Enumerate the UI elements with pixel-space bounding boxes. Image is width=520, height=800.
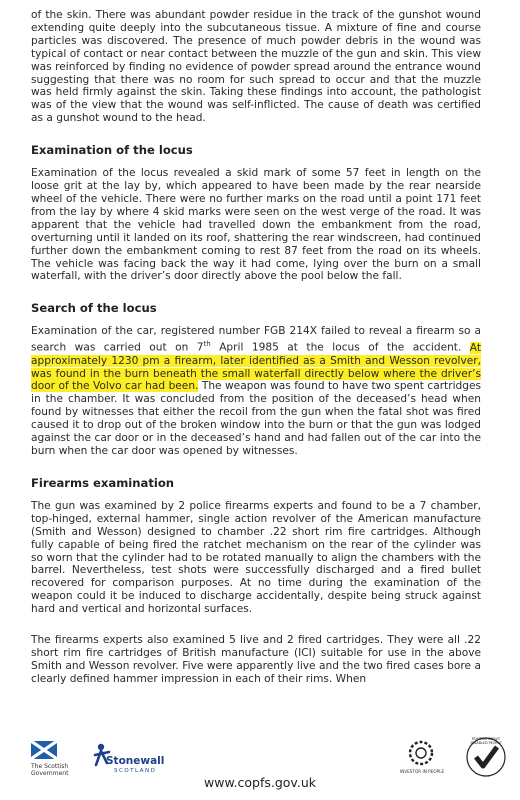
- stonewall-subtext: SCOTLAND: [114, 768, 157, 774]
- scottish-government-logo: [31, 741, 81, 777]
- paragraph-search: [31, 325, 481, 458]
- investors-in-people-text: INVESTOR IN PEOPLE: [399, 769, 445, 774]
- page-footer: [0, 735, 520, 800]
- stonewall-text: Stonewall: [106, 755, 165, 767]
- search-text-end: The weapon was found to have two spent cartridges in the chamber. It was concluded from the position of the deceased’s head when found by witnesses that either the recoil from the gun when the fatal shot was fired caused it to drop out of the broken window into the burn or that the gun was lodged against the car door or in the deceased’s hand and had fallen out of the car into the burn when the car door was opened by witnesses.: [31, 380, 481, 457]
- heading-search-locus: Search of the locus: [31, 301, 157, 316]
- scottish-government-text-1: The Scottish: [31, 763, 69, 770]
- paragraph-cartridges: The firearms experts also examined 5 live and 2 fired cartridges. They were all .22 short rim fire cartridges of British manufacture (ICI) suitable for use in the above Smith and Wesson revolver. Five were apparently live and the two fired cases bore a clearly defined hammer impression in each of their rims. When: [31, 634, 481, 685]
- disability-logo: [464, 735, 508, 779]
- scottish-government-text-2: Government: [31, 770, 69, 777]
- investors-in-people-icon: [406, 739, 436, 767]
- heading-firearms-examination: Firearms examination: [31, 475, 175, 490]
- disability-text: POSITIVE ABOUT DISABLED PEOPLE: [470, 737, 502, 745]
- website-url[interactable]: www.copfs.gov.uk: [204, 775, 316, 790]
- document-body: [31, 9, 481, 704]
- paragraph-pathology: of the skin. There was abundant powder residue in the track of the gunshot wound extending quite deeply into the subcutaneous tissue. A mixture of fine and course particles was discovered. The presence of much powder debris in the wound was typical of contact or near contact between the muzzle of the gun and skin. This view was reinforced by finding no evidence of powder spread around the entrance wound suggesting that there was no room for such spread to occur and that the muzzle was held firmly against the skin. Taking these findings into account, the pathologist was of the view that the wound was self-inflicted. The cause of death was certified as a gunshot wound to the head.: [31, 9, 481, 125]
- highlighted-text: At approximately 1230 pm a firearm, later identified as a Smith and Wesson revolver, was found in the burn beneath the small waterfall directly below where the driver’s door of the Volvo car had been.: [31, 341, 482, 393]
- saltire-icon: [31, 741, 57, 759]
- search-text-start: Examination of the car, registered number FGB 214X failed to reveal a firearm so a search was carried out on 7: [31, 325, 481, 354]
- ordinal-suffix: th: [203, 340, 211, 349]
- paragraph-firearms: The gun was examined by 2 police firearms experts and found to be a 7 chamber, top-hinged, external hammer, single action revolver of the American manufacture (Smith and Wesson) designed to chamber .22 short rim fire cartridges. Although fully capable of being fired the ratchet mechanism on the rear of the cylinder was so worn that the cylinder had to be rotated manually to align the chambers with the barrel. Nevertheless, test shots were successfully discharged and a fired bullet recovered for comparison purposes. At no time during the examination of the weapon could it be induced to discharge accidentally, despite being struck against hard and vertical and horizontal surfaces.: [31, 499, 481, 616]
- investors-in-people-logo: [392, 739, 452, 779]
- stonewall-logo: [92, 743, 172, 777]
- paragraph-locus: Examination of the locus revealed a skid mark of some 57 feet in length on the loose grit at the lay by, which appeared to have been made by the rear nearside wheel of the vehicle. There were no further marks on the road until a point 171 feet from the lay by where 4 skid marks were seen on the west verge of the road. It was apparent that the vehicle had travelled down the embankment from the road, overturning until it landed on its roof, shattering the rear windscreen, had continued further down the embankment coming to rest 87 feet from the road on its wheels. The vehicle was facing back the way it had come, lying over the burn on a small waterfall, with the driver’s door directly above the pool below the fall.: [31, 167, 481, 283]
- search-text-date: April 1985 at the locus of the accident.: [210, 341, 470, 354]
- heading-examination-locus: Examination of the locus: [31, 143, 193, 158]
